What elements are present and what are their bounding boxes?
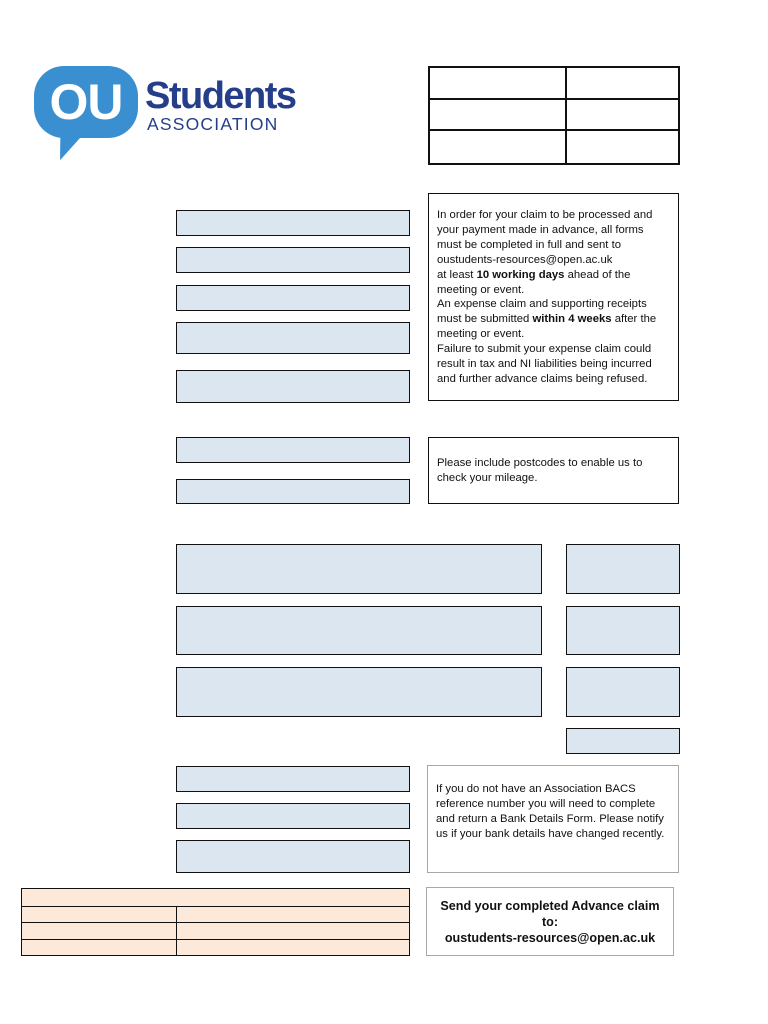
office-cell[interactable] [430, 131, 567, 163]
expense-total-field[interactable] [566, 728, 680, 754]
bank-field-2[interactable] [176, 803, 410, 829]
office-cell[interactable] [430, 68, 567, 100]
mileage-to-field[interactable] [176, 479, 410, 504]
office-cell[interactable] [567, 131, 678, 163]
office-cell[interactable] [567, 68, 678, 100]
office-use-grid [428, 66, 680, 165]
logo-ou-text: OU [49, 74, 123, 130]
detail-field-2[interactable] [176, 247, 410, 273]
logo-students-text: Students [145, 75, 296, 117]
send-line-1: Send your completed Advance claim [440, 899, 660, 913]
bacs-note [427, 765, 679, 873]
bank-field-3[interactable] [176, 840, 410, 873]
send-email: oustudents-resources@open.ac.uk [444, 931, 656, 945]
office-cell[interactable] [430, 100, 567, 132]
expense-amount-3[interactable] [566, 667, 680, 717]
expense-amount-1[interactable] [566, 544, 680, 594]
table-row[interactable] [22, 923, 409, 940]
detail-field-5[interactable] [176, 370, 410, 403]
bank-field-1[interactable] [176, 766, 410, 792]
mileage-note-text: Please include postcodes to enable us to check your mileage. [437, 457, 643, 484]
office-cell[interactable] [567, 100, 678, 132]
send-line-2: to: [541, 915, 559, 929]
expense-amount-2[interactable] [566, 606, 680, 655]
table-header-row [22, 889, 409, 907]
detail-field-4[interactable] [176, 322, 410, 354]
table-row[interactable] [22, 906, 409, 923]
mileage-note [428, 437, 679, 504]
logo-association-text: ASSOCIATION [147, 114, 279, 134]
deadline-email: oustudents-resources@open.ac.uk [437, 253, 613, 266]
table-column-divider [176, 906, 177, 955]
expense-description-2[interactable] [176, 606, 542, 655]
expense-description-1[interactable] [176, 544, 542, 594]
expense-description-3[interactable] [176, 667, 542, 717]
office-approval-table [21, 888, 410, 956]
mileage-from-field[interactable] [176, 437, 410, 463]
detail-field-3[interactable] [176, 285, 410, 311]
deadline-expense: An expense claim and supporting receipts must be submitted within 4 weeks after the meeting or event. [437, 298, 657, 341]
send-instructions-box [426, 887, 674, 956]
deadline-failure: Failure to submit your expense claim could result in tax and NI liabilities being incurred and further advance claims being refused. [437, 343, 652, 385]
detail-field-1[interactable] [176, 210, 410, 236]
table-row[interactable] [22, 940, 409, 956]
deadline-intro: In order for your claim to be processed and your payment made in advance, all forms must be completed in full and sent to [437, 209, 653, 251]
bacs-note-text: If you do not have an Association BACS reference number you will need to complete and return a Bank Details Form. Please notify us if your bank details have changed recently. [436, 783, 665, 840]
deadline-working-days: at least 10 working days ahead of the meeting or event. [437, 268, 631, 296]
deadline-note [428, 193, 679, 401]
